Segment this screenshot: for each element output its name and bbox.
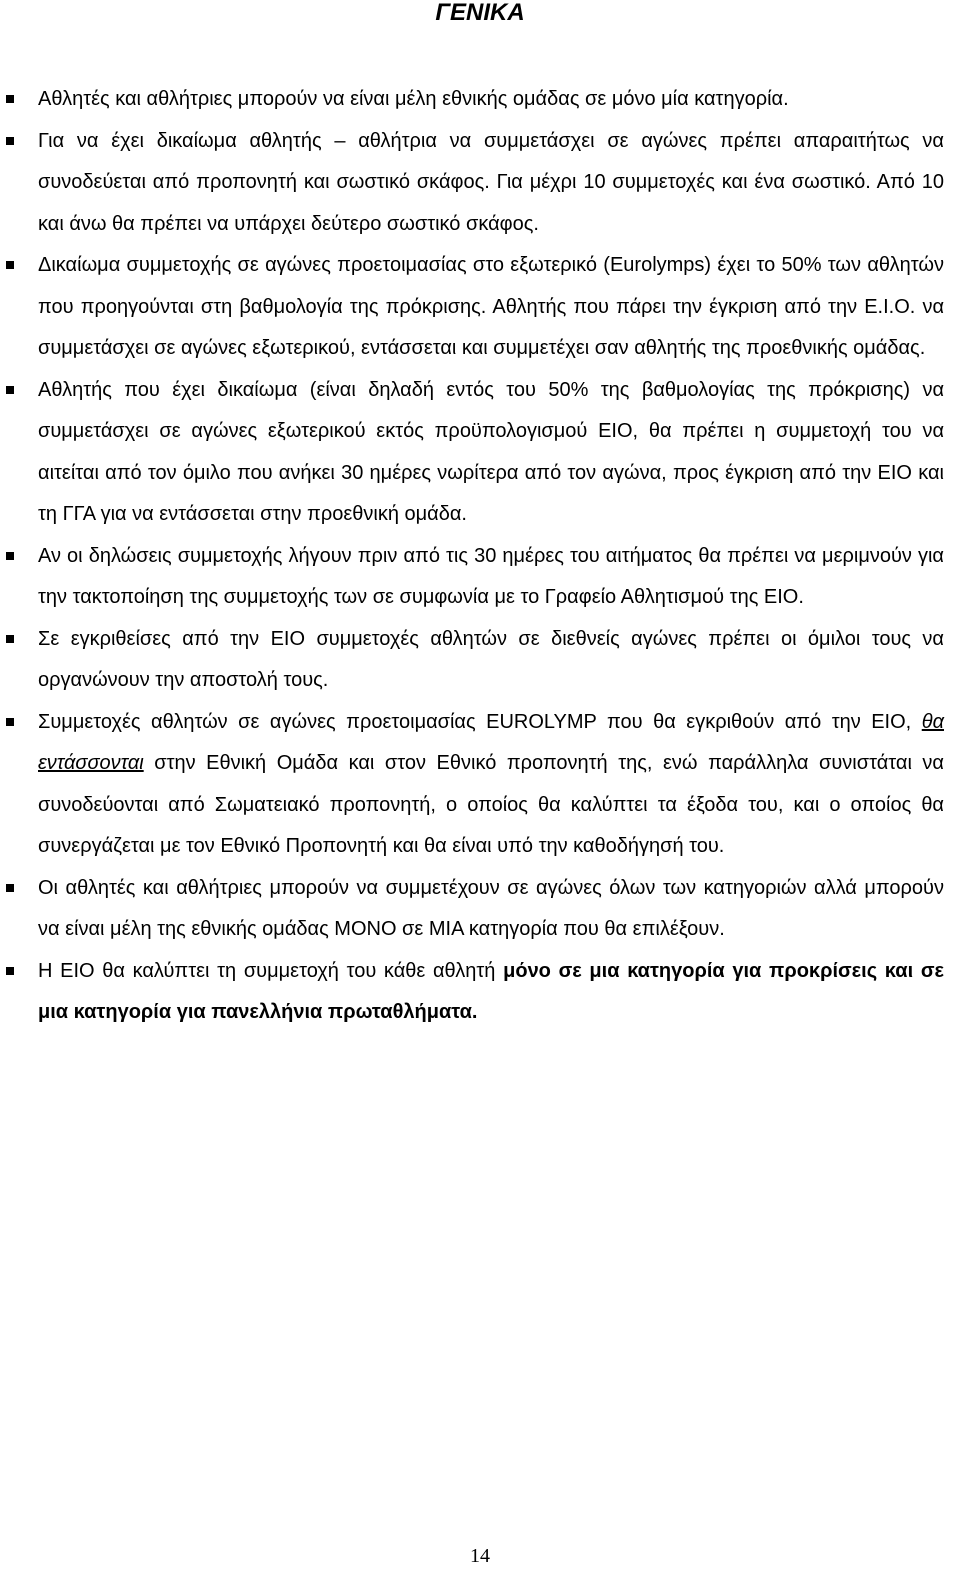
bullet-text-before: Η ΕΙΟ θα καλύπτει τη συμμετοχή του κάθε αθλητή bbox=[38, 959, 504, 982]
bullet-text-after: στην Εθνική Ομάδα και στον Εθνικό προπονητή της, ενώ παράλληλα συνιστάται να συνοδεύονται από Σωματειακό προπονητή, ο οποίος θα καλύπτει τα έξοδα του, και ο οποίος θα συνεργάζεται με τον Εθνικό Προπονητή και θα είναι υπό την καθοδήγησή του. bbox=[38, 752, 944, 857]
list-item bbox=[38, 951, 944, 1034]
bullet-text: Οι αθλητές και αθλήτριες μπορούν να συμμετέχουν σε αγώνες όλων των κατηγοριών αλλά μπορούν να είναι μέλη της εθνικής ομάδας ΜΟΝΟ σε ΜΙΑ κατηγορία που θα επιλέξουν. bbox=[38, 876, 944, 940]
bold-text: μόνο σε μια κατηγορία για προκρίσεις και σε μια κατηγορία για πανελλήνια πρωταθλήματα. bbox=[38, 959, 945, 1023]
bullet-text: Αθλητές και αθλήτριες μπορούν να είναι μέλη εθνικής ομάδας σε μόνο μία κατηγορία. bbox=[38, 88, 789, 110]
square-bullet-icon bbox=[6, 386, 14, 394]
list-item bbox=[38, 79, 944, 121]
square-bullet-icon bbox=[6, 261, 14, 269]
page-title: ΓΕΝΙΚΑ bbox=[435, 0, 525, 26]
list-item bbox=[38, 370, 944, 536]
bullet-text-before: Συμμετοχές αθλητών σε αγώνες προετοιμασίας EUROLYMP που θα εγκριθούν από την ΕΙΟ, bbox=[38, 710, 922, 733]
page-number: 14 bbox=[470, 1545, 490, 1567]
list-item bbox=[38, 868, 944, 951]
bullet-text: Δικαίωμα συμμετοχής σε αγώνες προετοιμασίας στο εξωτερικό (Eurolymps) έχει το 50% των αθλητών που προηγούνται στη βαθμολογία της πρόκρισης. Αθλητής που πάρει την έγκριση από την Ε.Ι.Ο. να συμμετάσχει σε αγώνες εξωτερικού, εντάσσεται και συμμετέχει σαν αθλητής της προεθνικής ομάδας. bbox=[38, 254, 944, 359]
bullet-text: Σε εγκριθείσες από την ΕΙΟ συμμετοχές αθλητών σε διεθνείς αγώνες πρέπει οι όμιλοι τους να οργανώνουν την αποστολή τους. bbox=[38, 627, 944, 691]
list-item bbox=[38, 245, 944, 370]
list-item bbox=[38, 536, 944, 619]
bullet-text: Για να έχει δικαίωμα αθλητής – αθλήτρια να συμμετάσχει σε αγώνες πρέπει απαραιτήτως να συνοδεύεται από προπονητή και σωστικό σκάφος. Για μέχρι 10 συμμετοχές και ένα σωστικό. Από 10 και άνω θα πρέπει να υπάρχει δεύτερο σωστικό σκάφος. bbox=[38, 129, 944, 235]
bullet-list bbox=[38, 79, 944, 1034]
square-bullet-icon bbox=[6, 884, 14, 892]
square-bullet-icon bbox=[6, 137, 14, 145]
list-item bbox=[38, 619, 944, 702]
square-bullet-icon bbox=[6, 552, 14, 560]
emphasized-text: θα εντάσσονται bbox=[38, 710, 944, 774]
list-item bbox=[38, 702, 944, 868]
list-item bbox=[38, 121, 944, 246]
bullet-text: Αν οι δηλώσεις συμμετοχής λήγουν πριν από τις 30 ημέρες του αιτήματος θα πρέπει να μεριμνούν για την τακτοποίηση της συμμετοχής των σε συμφωνία με το Γραφείο Αθλητισμού της ΕΙΟ. bbox=[38, 544, 944, 608]
square-bullet-icon bbox=[6, 718, 14, 726]
square-bullet-icon bbox=[6, 95, 14, 103]
square-bullet-icon bbox=[6, 967, 14, 975]
square-bullet-icon bbox=[6, 635, 14, 643]
bullet-text: Αθλητής που έχει δικαίωμα (είναι δηλαδή εντός του 50% της βαθμολογίας της πρόκρισης) να συμμετάσχει σε αγώνες εξωτερικού εκτός προϋπολογισμού ΕΙΟ, θα πρέπει η συμμετοχή του να αιτείται από τον όμιλο που ανήκει 30 ημέρες νωρίτερα από τον αγώνα, προς έγκριση από την ΕΙΟ και τη ΓΓΑ για να εντάσσεται στην προεθνική ομάδα. bbox=[38, 378, 944, 525]
